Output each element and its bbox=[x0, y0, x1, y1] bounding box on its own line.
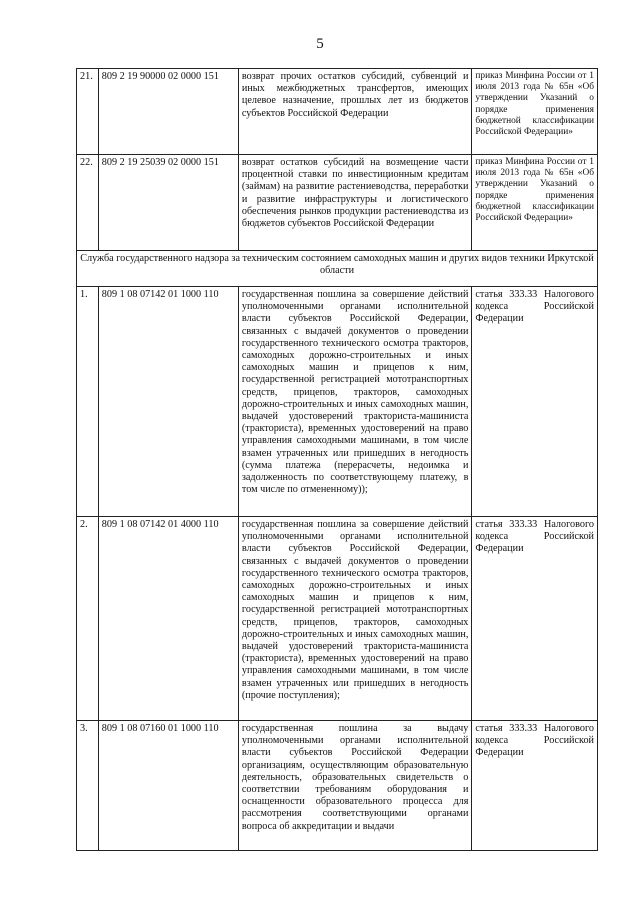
income-description: возврат остатков субсидий на возмещение части процентной ставки по инвестиционным кредитам (займам) на развитие растениеводства, переработки и развитие инфраструктуры и логистического обеспечения рынков продукции растениеводства из бюджетов субъектов Российской Федерации bbox=[238, 155, 472, 251]
legal-basis: статья 333.33 Налогового кодекса Российской Федерации bbox=[472, 517, 598, 721]
legal-basis: приказ Минфина России от 1 июля 2013 года № 65н «Об утверждении Указаний о порядке применения бюджетной классификации Российской Федерации» bbox=[472, 155, 598, 251]
row-number: 22. bbox=[77, 155, 99, 251]
row-number: 3. bbox=[77, 721, 99, 851]
budget-code: 809 1 08 07160 01 1000 110 bbox=[98, 721, 238, 851]
table-row bbox=[77, 155, 598, 251]
row-number: 21. bbox=[77, 69, 99, 155]
budget-codes-table bbox=[76, 68, 598, 851]
row-number: 2. bbox=[77, 517, 99, 721]
page-number: 5 bbox=[316, 36, 324, 52]
row-number: 1. bbox=[77, 287, 99, 517]
budget-code: 809 2 19 25039 02 0000 151 bbox=[98, 155, 238, 251]
legal-basis: приказ Минфина России от 1 июля 2013 года № 65н «Об утверждении Указаний о порядке применения бюджетной классификации Российской Федерации» bbox=[472, 69, 598, 155]
income-description: государственная пошлина за совершение действий уполномоченными органами исполнительной власти субъектов Российской Федерации, связанных с выдачей документов о проведении государственного технического осмотра тракторов, самоходных дорожно-строительных и иных самоходных машин и прицепов к ним, государственной регистрацией мототранспортных средств, прицепов, тракторов, самоходных дорожно-строительных и иных самоходных машин, выдачей удостоверений тракториста-машиниста (тракториста), временных удостоверений на право управления самоходными машинами, в том числе взамен утраченных или пришедших в негодность (сумма платежа (перерасчеты, недоимка и задолженность по соответствующему платежу, в том числе по отмененному)); bbox=[238, 287, 472, 517]
table-row bbox=[77, 287, 598, 517]
section-row bbox=[77, 251, 598, 287]
legal-basis: статья 333.33 Налогового кодекса Российской Федерации bbox=[472, 721, 598, 851]
income-description: государственная пошлина за выдачу уполномоченными органами исполнительной власти субъектов Российской Федерации организациям, осуществляющим образовательную деятельность, образовательных свидетельств о соответствии требованиям оборудования и оснащенности образовательного процесса для рассмотрения соответствующими органами вопроса об аккредитации и выдачи bbox=[238, 721, 472, 851]
budget-code: 809 2 19 90000 02 0000 151 bbox=[98, 69, 238, 155]
budget-code: 809 1 08 07142 01 1000 110 bbox=[98, 287, 238, 517]
section-header: Служба государственного надзора за техническим состоянием самоходных машин и других видов техники Иркутской области bbox=[77, 251, 598, 287]
legal-basis: статья 333.33 Налогового кодекса Российской Федерации bbox=[472, 287, 598, 517]
income-description: возврат прочих остатков субсидий, субвенций и иных межбюджетных трансфертов, имеющих целевое назначение, прошлых лет из бюджетов субъектов Российской Федерации bbox=[238, 69, 472, 155]
table-row bbox=[77, 517, 598, 721]
income-description: государственная пошлина за совершение действий уполномоченными органами исполнительной власти субъектов Российской Федерации, связанных с выдачей документов о проведении государственного технического осмотра тракторов, самоходных дорожно-строительных и иных самоходных машин и прицепов к ним, государственной регистрацией мототранспортных средств, прицепов, тракторов, самоходных дорожно-строительных и иных самоходных машин, выдачей удостоверений тракториста-машиниста (тракториста), временных удостоверений на право управления самоходными машинами, в том числе взамен утраченных или пришедших в негодность (прочие поступления); bbox=[238, 517, 472, 721]
table-row bbox=[77, 721, 598, 851]
budget-code: 809 1 08 07142 01 4000 110 bbox=[98, 517, 238, 721]
table-row bbox=[77, 69, 598, 155]
